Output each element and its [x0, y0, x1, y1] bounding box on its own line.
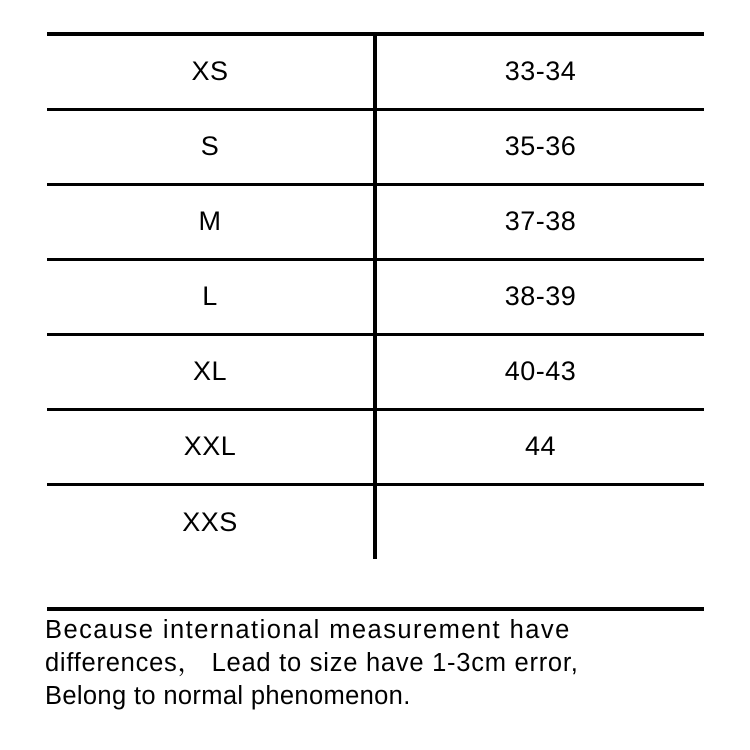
measurement-cell: 38-39 [375, 259, 704, 334]
measurement-cell: 40-43 [375, 334, 704, 409]
size-cell: M [47, 184, 375, 259]
table-row [47, 109, 704, 184]
measurement-cell: 44 [375, 409, 704, 484]
size-chart-body [47, 34, 704, 559]
size-cell: XL [47, 334, 375, 409]
size-cell: XXL [47, 409, 375, 484]
size-cell: XXS [47, 484, 375, 559]
table-row [47, 409, 704, 484]
table-row [47, 259, 704, 334]
measurement-cell: 37-38 [375, 184, 704, 259]
measurement-cell: 33-34 [375, 34, 704, 109]
measurement-cell [375, 484, 704, 559]
size-cell: XS [47, 34, 375, 109]
size-cell: S [47, 109, 375, 184]
note-line-3: Belong to normal phenomenon. [45, 682, 411, 710]
table-row [47, 484, 704, 559]
table-row [47, 184, 704, 259]
size-chart-table [47, 32, 704, 559]
measurement-cell: 35-36 [375, 109, 704, 184]
table-row [47, 34, 704, 109]
note-line-2: differences， Lead to size have 1-3cm error, [45, 649, 579, 677]
measurement-note [45, 614, 717, 713]
table-row [47, 334, 704, 409]
table-bottom-divider [47, 607, 704, 611]
note-line-1: Because international measurement have [45, 616, 571, 644]
size-cell: L [47, 259, 375, 334]
